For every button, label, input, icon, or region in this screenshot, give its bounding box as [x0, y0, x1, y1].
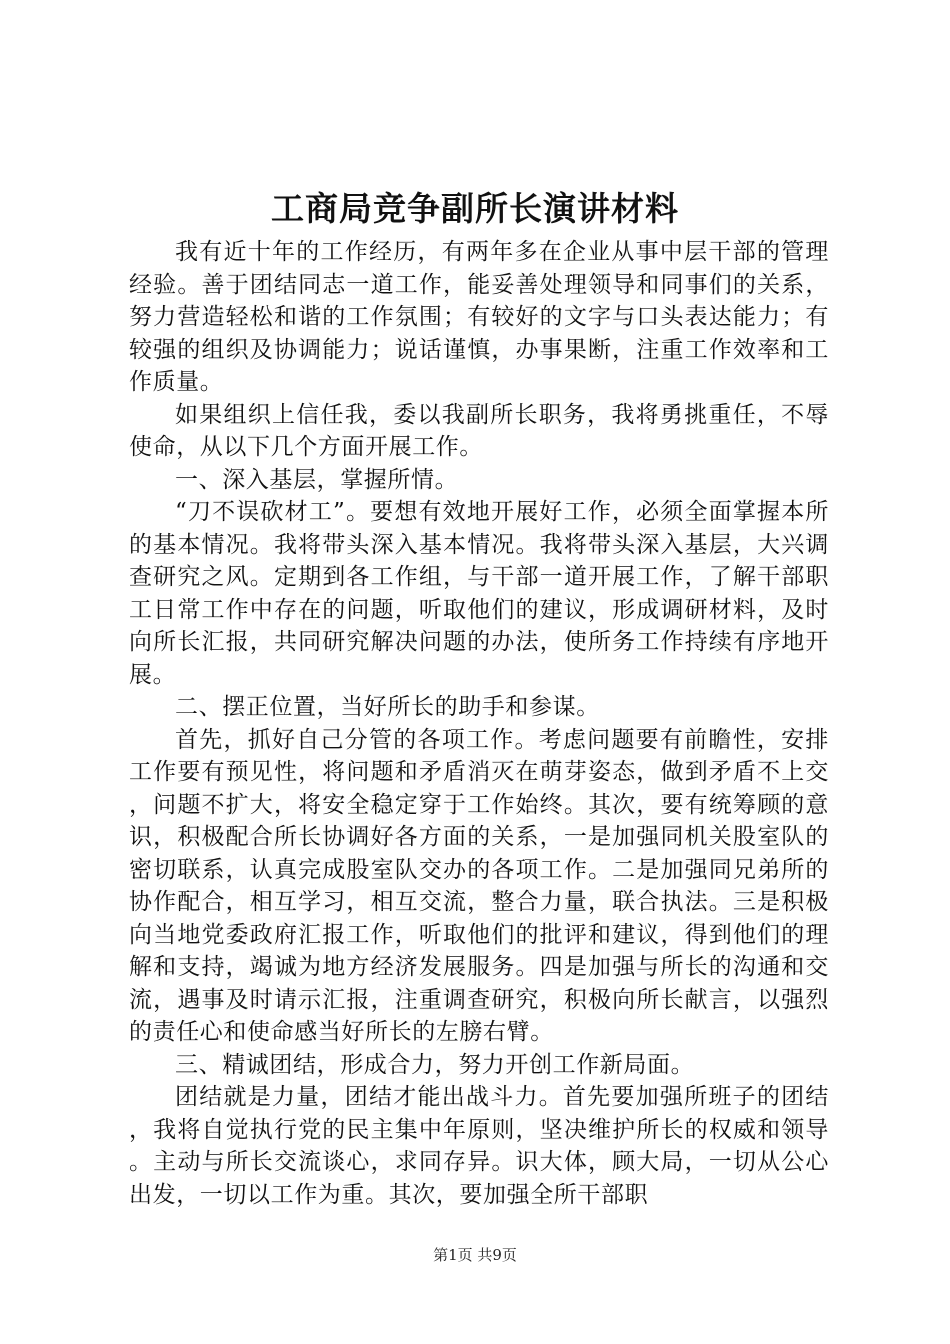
paragraph-section-1: “刀不误砍材工”。要想有效地开展好工作，必须全面掌握本所的基本情况。我将带头深入基本情况。我将带头深入基层，大兴调查研究之风。定期到各工作组，与干部一道开展工作，了解干部职工日常工作中存在的问题，听取他们的建议，形成调研材料，及时向所长汇报，共同研究解决问题的办法，使所务工作持续有序地开展。	[129, 499, 829, 688]
section-heading-2: 二、摆正位置，当好所长的助手和参谋。	[175, 694, 600, 720]
document-body	[129, 236, 829, 1211]
page-number-footer: 第1页 共9页	[433, 1246, 517, 1264]
paragraph-commitment: 如果组织上信任我，委以我副所长职务，我将勇挑重任，不辱使命，从以下几个方面开展工作。	[129, 401, 829, 460]
document-title: 工商局竞争副所长演讲材料	[271, 189, 679, 228]
paragraph-section-3: 团结就是力量，团结才能出战斗力。首先要加强所班子的团结，我将自觉执行党的民主集中年原则，坚决维护所长的权威和领导。主动与所长交流谈心，求同存异。识大体，顾大局，一切从公心出发，一切以工作为重。其次，要加强全所干部职	[129, 1084, 829, 1208]
section-heading-1: 一、深入基层，掌握所情。	[175, 466, 459, 493]
paragraph-section-2: 首先，抓好自己分管的各项工作。考虑问题要有前瞻性，安排工作要有预见性，将问题和矛盾消灭在萌芽姿态，做到矛盾不上交，问题不扩大，将安全稳定穿于工作始终。其次，要有统筹顾的意识，积极配合所长协调好各方面的关系，一是加强同机关股室队的密切联系，认真完成股室队交办的各项工作。二是加强同兄弟所的协作配合，相互学习，相互交流，整合力量，联合执法。三是积极向当地党委政府汇报工作，听取他们的批评和建议，得到他们的理解和支持，竭诚为地方经济发展服务。四是加强与所长的沟通和交流，遇事及时请示汇报，注重调查研究，积极向所长献言，以强烈的责任心和使命感当好所长的左膀右臂。	[129, 726, 829, 1045]
paragraph-experience: 我有近十年的工作经历，有两年多在企业从事中层干部的管理经验。善于团结同志一道工作，能妥善处理领导和同事们的关系，努力营造轻松和谐的工作氛围；有较好的文字与口头表达能力；有较强的组织及协调能力；说话谨慎，办事果断，注重工作效率和工作质量。	[129, 239, 829, 395]
section-heading-3: 三、精诚团结，形成合力，努力开创工作新局面。	[175, 1051, 695, 1078]
